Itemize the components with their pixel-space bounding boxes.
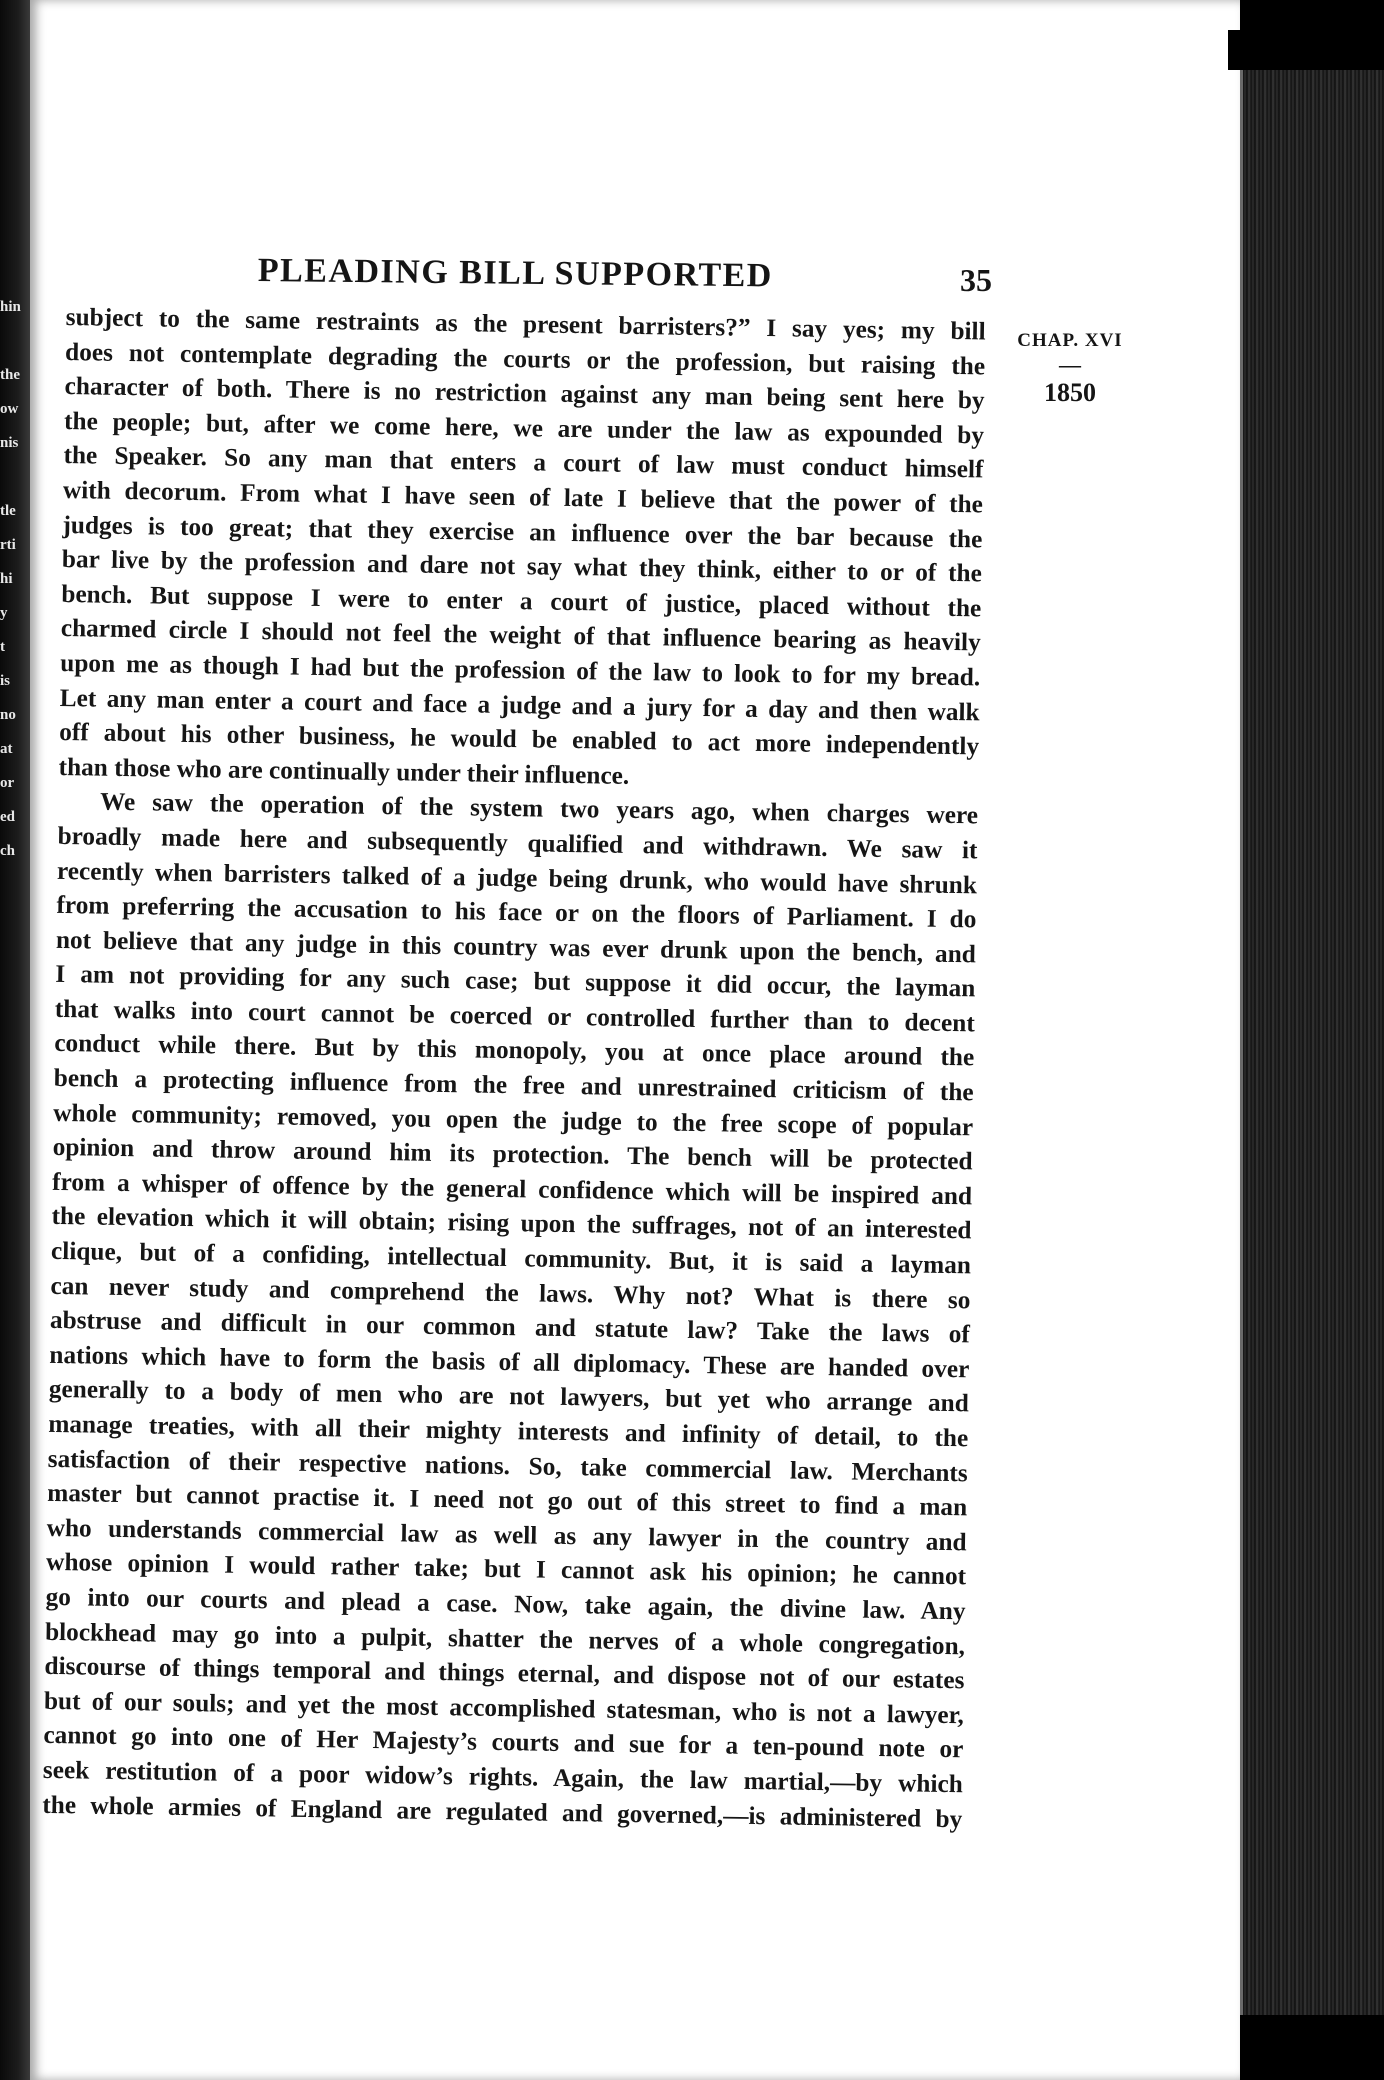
margin-chapter: CHAP. XVI	[1017, 330, 1123, 351]
text-line: who understands commercial law as well as any lawyer in the country and	[46, 1513, 967, 1557]
text-line: master but cannot practise it. I need not go out of this street to find a man	[47, 1479, 968, 1522]
text-line: from preferring the accusation to his face or on the floors of Parliament. I do	[56, 891, 977, 934]
previous-page-fragment	[0, 868, 30, 902]
text-line: opinion and throw around him its protection. The bench will be protected	[52, 1133, 973, 1176]
text-line: the elevation which it will obtain; rising upon the suffrages, not of an interested	[51, 1202, 972, 1245]
previous-page-fragment: ow	[0, 401, 19, 417]
book-page	[30, 0, 1240, 2080]
text-line: from a whisper of offence by the general confidence which will be inspired and	[51, 1167, 973, 1211]
previous-page-fragment: no	[0, 707, 16, 723]
text-line: bench a protecting influence from the free and unrestrained criticism of the	[53, 1063, 974, 1107]
body-text	[42, 300, 986, 1836]
text-line: upon me as though I had but the profession of the law to look to for my bread.	[60, 648, 981, 692]
margin-note	[1015, 330, 1125, 408]
text-line: judges is too great; that they exercise an influence over the bar because the	[62, 510, 983, 553]
previous-page-fragment: tle	[0, 503, 16, 519]
text-line: cannot go into one of Her Majesty’s courts and sue for a ten-pound note or	[43, 1721, 964, 1764]
previous-page-fragment	[0, 460, 30, 494]
previous-page-fragment: is	[0, 673, 11, 689]
text-line: the whole armies of England are regulated and governed,—is administered by	[42, 1790, 963, 1833]
previous-page-fragment: nis	[0, 435, 19, 451]
text-line: seek restitution of a poor widow’s rights. Again, the law martial,—by which	[42, 1755, 964, 1799]
text-line: than those who are continually under their influence.	[58, 752, 630, 790]
previous-page-fragment: rti	[0, 537, 16, 553]
previous-page-fragment	[0, 1072, 30, 1106]
previous-page-fragment	[0, 970, 30, 1004]
previous-page-fragment	[0, 1038, 30, 1072]
text-line: that walks into court cannot be coerced or controlled further than to decent	[54, 994, 975, 1038]
previous-page-fragment: at	[0, 741, 13, 757]
text-line: bar live by the profession and dare not say what they think, either to or of the	[61, 545, 983, 588]
text-line: manage treaties, with all their mighty interests and infinity of detail, to the	[48, 1409, 969, 1453]
previous-page-fragment: ed	[0, 809, 15, 825]
text-line: go into our courts and plead a case. Now, take again, the divine law. Any	[45, 1582, 966, 1626]
previous-page-fragment	[0, 1004, 30, 1038]
previous-page-fragment: the	[0, 367, 20, 383]
text-line: broadly made here and subsequently qualified and withdrawn. We saw it	[57, 821, 978, 865]
text-line: subject to the same restraints as the present barristers?” I say yes; my bill	[65, 302, 986, 346]
text-line: charmed circle I should not feel the weight of that influence bearing as heavily	[60, 614, 981, 657]
previous-page-fragment	[0, 902, 30, 936]
text-line: but of our souls; and yet the most accomplished statesman, who is not a lawyer,	[43, 1686, 965, 1730]
previous-page-fragment	[0, 1106, 30, 1140]
text-line: clique, but of a confiding, intellectual community. But, it is said a layman	[50, 1236, 972, 1280]
fore-edge-shadow	[1228, 30, 1384, 70]
text-line: generally to a body of men who are not lawyers, but yet who arrange and	[48, 1375, 969, 1418]
text-line: We saw the operation of the system two years ago, when charges were	[99, 787, 979, 830]
text-line: bench. But suppose I were to enter a court of justice, placed without the	[61, 579, 982, 623]
text-line: does not contemplate degrading the courts or the profession, but raising the	[64, 337, 986, 381]
previous-page-fragment	[0, 1174, 30, 1208]
previous-page-fragment	[0, 324, 30, 358]
text-line: whole community; removed, you open the judge to the free scope of popular	[53, 1098, 974, 1142]
text-line: abstruse and difficult in our common and statute law? Take the laws of	[49, 1306, 971, 1349]
text-line: character of both. There is no restriction against any man being sent here by	[64, 372, 985, 415]
previous-page-fragment: y	[0, 605, 8, 621]
text-line: I am not providing for any such case; but suppose it did occur, the layman	[55, 960, 976, 1003]
text-line: blockhead may go into a pulpit, shatter the nerves of a whole congregation,	[44, 1617, 966, 1660]
margin-year: 1850	[1044, 378, 1096, 407]
running-head: PLEADING BILL SUPPORTED	[257, 252, 774, 295]
text-line: whose opinion I would rather take; but I cannot ask his opinion; he cannot	[45, 1548, 967, 1591]
book-fore-edge	[1240, 55, 1384, 2015]
text-line: can never study and comprehend the laws. Why not? What is there so	[50, 1271, 971, 1314]
text-line: not believe that any judge in this country was ever drunk upon the bench, and	[55, 925, 977, 969]
previous-page-fragment: or	[0, 775, 15, 791]
previous-page-fragments	[0, 290, 30, 1208]
previous-page-fragment: hi	[0, 571, 13, 587]
text-line: Let any man enter a court and face a judge and a jury for a day and then walk	[59, 683, 980, 726]
text-line: nations which have to form the basis of all diplomacy. These are handed over	[49, 1340, 970, 1384]
text-line: the Speaker. So any man that enters a court of law must conduct himself	[63, 441, 984, 484]
previous-page-fragment: hin	[0, 299, 21, 315]
text-line: the people; but, after we come here, we are under the law as expounded by	[63, 406, 985, 450]
previous-page-fragment: ch	[0, 843, 15, 859]
text-line: off about his other business, he would be enabled to act more independently	[58, 718, 980, 761]
text-line: with decorum. From what I have seen of late I believe that the power of the	[62, 475, 984, 519]
text-line: recently when barristers talked of a judge being drunk, who would have shrunk	[56, 856, 978, 899]
text-line: conduct while there. But by this monopoly, you at once place around the	[54, 1029, 975, 1072]
text-line: discourse of things temporal and things eternal, and dispose not of our estates	[44, 1651, 965, 1695]
previous-page-fragment: t	[0, 639, 5, 655]
page-number: 35	[960, 262, 992, 298]
text-line: satisfaction of their respective nations. So, take commercial law. Merchants	[47, 1444, 968, 1487]
previous-page-fragment	[0, 936, 30, 970]
margin-dash: —	[1059, 352, 1081, 377]
previous-page-fragment	[0, 1140, 30, 1174]
